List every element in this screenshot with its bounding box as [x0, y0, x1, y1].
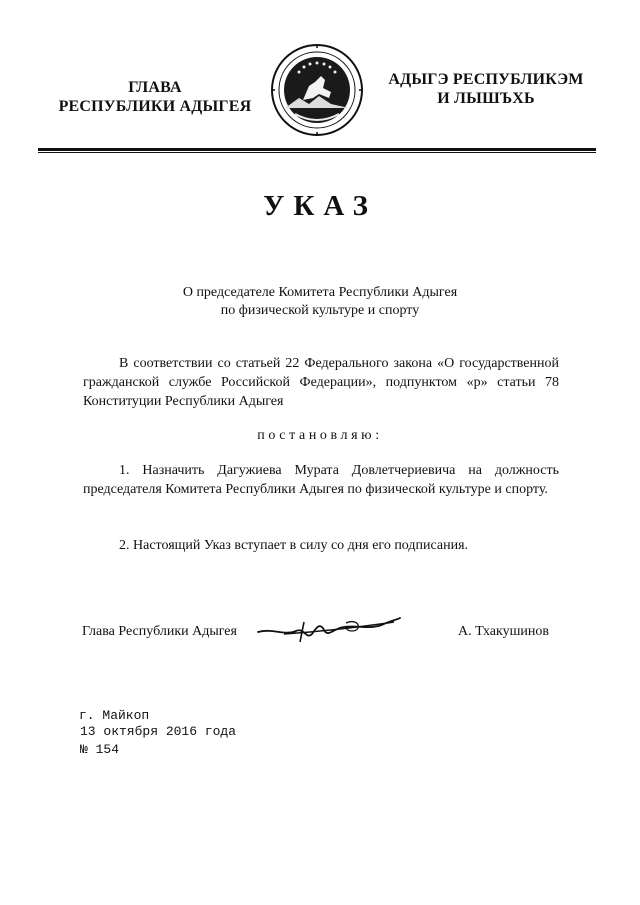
signatory-title: Глава Республики Адыгея: [82, 624, 237, 639]
header-left-line2: РЕСПУБЛИКИ АДЫГЕЯ: [58, 98, 252, 115]
item-1-paragraph: 1. Назначить Дагужиева Мурата Довлетчериевича на должность председателя Комитета Республики Адыгея по физической культуре и спорту.: [83, 463, 559, 497]
decree-number: № 154: [80, 742, 120, 757]
header-right-line2: И ЛЫШЪХЬ: [437, 90, 535, 107]
decree-date: 13 октября 2016 года: [80, 724, 237, 739]
item-2-paragraph: 2. Настоящий Указ вступает в силу со дня его подписания.: [119, 538, 469, 553]
header-right-line1: АДЫГЭ РЕСПУБЛИКЭМ: [388, 71, 584, 88]
subject-line1: О председателе Комитета Республики Адыгея: [182, 285, 458, 300]
preamble-paragraph: В соответствии со статьей 22 Федерального закона «О государственной гражданской службе Российской Федерации», подпунктом «р» статьи 78 Конституции Республики Адыгея: [83, 356, 559, 409]
document-title: УКАЗ: [263, 190, 377, 222]
subject-line2: по физической культуре и спорту: [220, 303, 420, 318]
signatory-name: А. Тхакушинов: [458, 624, 549, 639]
header-right-title: [378, 70, 594, 108]
header-left-line1: ГЛАВА: [128, 79, 182, 96]
coat-of-arms-icon: [269, 42, 365, 138]
header-divider: [38, 148, 596, 153]
city: г. Майкоп: [79, 708, 150, 723]
decree-subject: [100, 284, 540, 320]
handwritten-signature-icon: [254, 610, 404, 650]
decree-word: постановляю:: [257, 428, 383, 443]
header-left-title: [40, 78, 270, 116]
